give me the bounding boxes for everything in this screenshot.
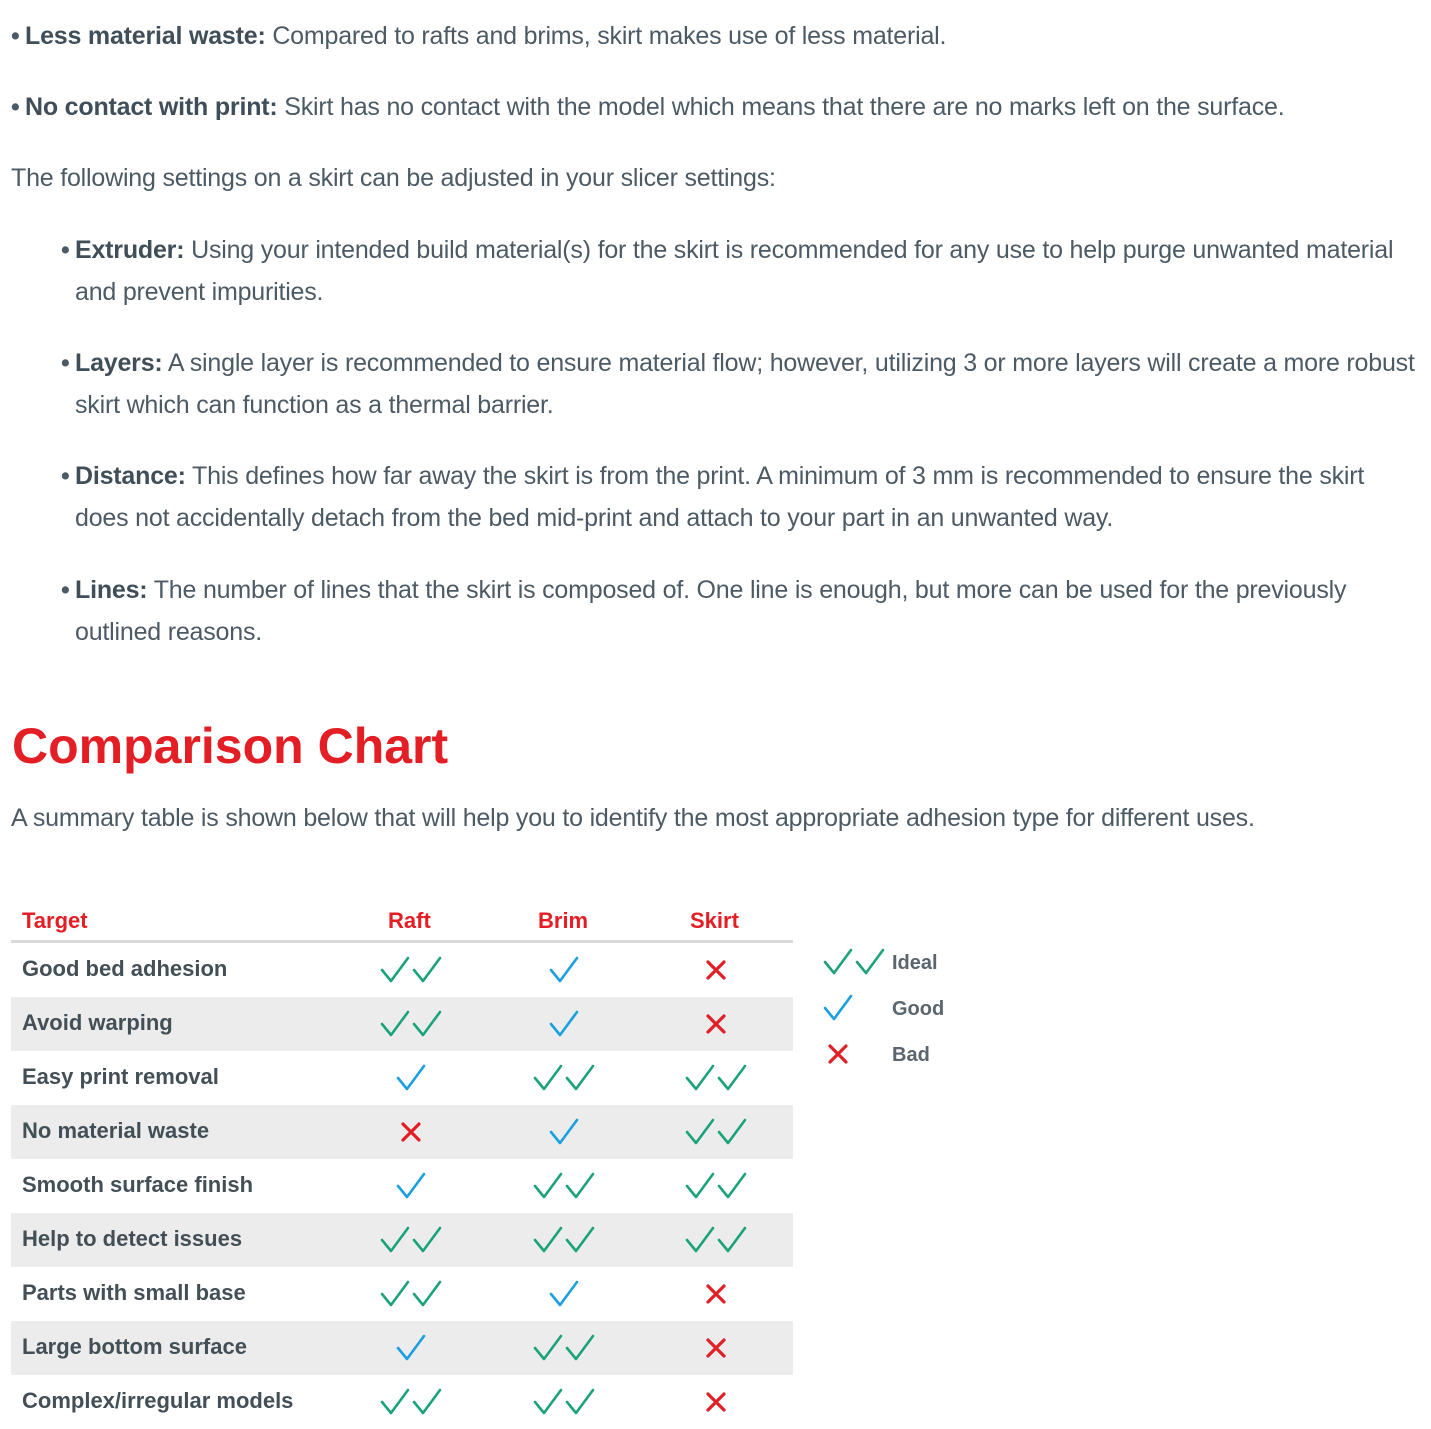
legend-icon-ideal bbox=[823, 945, 885, 979]
double-check-icon-left bbox=[823, 947, 853, 977]
double-check-icon-right bbox=[412, 1225, 442, 1255]
table-header bbox=[11, 900, 793, 943]
row-label: Avoid warping bbox=[22, 1010, 173, 1035]
row-label: No material waste bbox=[22, 1118, 210, 1143]
cross-icon bbox=[705, 959, 727, 981]
double-check-icon-left bbox=[533, 1387, 563, 1417]
double-check-icon-right bbox=[565, 1063, 595, 1093]
double-check-icon-right bbox=[855, 947, 885, 977]
cross-icon bbox=[400, 1121, 422, 1143]
check-icon bbox=[549, 1009, 579, 1039]
bullet-term: Less material waste: bbox=[25, 22, 266, 50]
raft-rating-ideal bbox=[366, 955, 456, 985]
row-label: Good bed adhesion bbox=[22, 956, 228, 981]
bullet-dot: • bbox=[11, 22, 20, 50]
setting-term: Distance: bbox=[75, 462, 186, 490]
raft-rating-ideal bbox=[366, 1009, 456, 1039]
double-check-icon-left bbox=[685, 1225, 715, 1255]
settings-intro: The following settings on a skirt can be adjusted in your slicer settings: bbox=[11, 164, 776, 192]
row-label: Easy print removal bbox=[22, 1064, 219, 1089]
double-check-icon-right bbox=[717, 1225, 747, 1255]
header-raft: Raft bbox=[388, 908, 431, 933]
double-check-icon-left bbox=[533, 1225, 563, 1255]
brim-rating-ideal bbox=[519, 1063, 609, 1093]
table-row bbox=[11, 1321, 793, 1375]
brim-rating-ideal bbox=[519, 1387, 609, 1417]
skirt-rating-bad bbox=[671, 1333, 761, 1363]
double-check-icon-right bbox=[565, 1171, 595, 1201]
double-check-icon-left bbox=[380, 1279, 410, 1309]
double-check-icon-right bbox=[565, 1333, 595, 1363]
raft-rating-ideal bbox=[366, 1225, 456, 1255]
header-skirt: Skirt bbox=[690, 908, 739, 933]
double-check-icon-left bbox=[380, 1225, 410, 1255]
cross-icon bbox=[705, 1013, 727, 1035]
cross-icon bbox=[827, 1043, 849, 1065]
double-check-icon-left bbox=[380, 1387, 410, 1417]
check-icon bbox=[823, 993, 853, 1023]
setting-distance bbox=[61, 455, 1420, 539]
setting-text: Using your intended build material(s) for the skirt is recommended for any use to help purge unwanted material and prevent impurities. bbox=[75, 236, 1394, 306]
skirt-rating-ideal bbox=[671, 1117, 761, 1147]
bullet-dot: • bbox=[61, 462, 70, 490]
bullet-no-contact bbox=[11, 86, 1284, 128]
double-check-icon-left bbox=[533, 1063, 563, 1093]
table-row bbox=[11, 1051, 793, 1105]
raft-rating-ideal bbox=[366, 1279, 456, 1309]
brim-rating-ideal bbox=[519, 1333, 609, 1363]
header-target: Target bbox=[22, 908, 88, 933]
double-check-icon-right bbox=[412, 1009, 442, 1039]
double-check-icon-left bbox=[380, 955, 410, 985]
legend-label: Bad bbox=[892, 1044, 930, 1066]
table-row bbox=[11, 1267, 793, 1321]
skirt-rating-ideal bbox=[671, 1225, 761, 1255]
cross-icon bbox=[705, 1337, 727, 1359]
skirt-rating-bad bbox=[671, 1009, 761, 1039]
setting-term: Layers: bbox=[75, 349, 163, 377]
bullet-dot: • bbox=[11, 93, 20, 121]
table-row bbox=[11, 997, 793, 1051]
cross-icon bbox=[705, 1391, 727, 1413]
double-check-icon-right bbox=[717, 1117, 747, 1147]
table-row bbox=[11, 1105, 793, 1159]
setting-layers bbox=[61, 342, 1420, 426]
brim-rating-ideal bbox=[519, 1225, 609, 1255]
setting-term: Extruder: bbox=[75, 236, 185, 264]
double-check-icon-left bbox=[533, 1171, 563, 1201]
double-check-icon-right bbox=[412, 1387, 442, 1417]
row-label: Help to detect issues bbox=[22, 1226, 243, 1251]
table-row bbox=[11, 1159, 793, 1213]
bullet-text: Compared to rafts and brims, skirt makes use of less material. bbox=[265, 22, 947, 50]
raft-rating-good bbox=[366, 1333, 456, 1363]
brim-rating-good bbox=[519, 1009, 609, 1039]
raft-rating-ideal bbox=[366, 1387, 456, 1417]
table-row bbox=[11, 1213, 793, 1267]
double-check-icon-right bbox=[412, 1279, 442, 1309]
bullet-dot: • bbox=[61, 576, 70, 604]
check-icon bbox=[396, 1333, 426, 1363]
double-check-icon-left bbox=[380, 1009, 410, 1039]
double-check-icon-right bbox=[717, 1171, 747, 1201]
setting-text: This defines how far away the skirt is from the print. A minimum of 3 mm is recommended to ensure the skirt does not accidentally detach from the bed mid-print and attach to your part in an unwanted way. bbox=[75, 462, 1365, 532]
row-label: Parts with small base bbox=[22, 1280, 246, 1305]
double-check-icon-left bbox=[685, 1063, 715, 1093]
legend-icon-good bbox=[823, 991, 853, 1025]
brim-rating-good bbox=[519, 1279, 609, 1309]
table-row bbox=[11, 1375, 793, 1429]
setting-extruder bbox=[61, 229, 1420, 313]
double-check-icon-left bbox=[685, 1171, 715, 1201]
raft-rating-good bbox=[366, 1063, 456, 1093]
row-label: Complex/irregular models bbox=[22, 1388, 294, 1413]
setting-text: A single layer is recommended to ensure material flow; however, utilizing 3 or more layers will create a more robust skirt which can function as a thermal barrier. bbox=[75, 349, 1415, 419]
header-brim: Brim bbox=[538, 908, 589, 933]
check-icon bbox=[396, 1063, 426, 1093]
bullet-less-material-waste bbox=[11, 15, 946, 57]
summary-text: A summary table is shown below that will help you to identify the most appropriate adhesion type for different uses. bbox=[11, 804, 1255, 832]
bullet-dot: • bbox=[61, 236, 70, 264]
raft-rating-good bbox=[366, 1171, 456, 1201]
legend-icon-bad bbox=[823, 1037, 849, 1071]
comparison-table bbox=[11, 900, 793, 1429]
bullet-term: No contact with print: bbox=[25, 93, 278, 121]
brim-rating-ideal bbox=[519, 1171, 609, 1201]
skirt-rating-bad bbox=[671, 1279, 761, 1309]
check-icon bbox=[549, 1279, 579, 1309]
setting-term: Lines: bbox=[75, 576, 148, 604]
section-heading: Comparison Chart bbox=[12, 718, 449, 774]
legend-label: Ideal bbox=[892, 952, 938, 974]
brim-rating-good bbox=[519, 955, 609, 985]
brim-rating-good bbox=[519, 1117, 609, 1147]
cross-icon bbox=[705, 1283, 727, 1305]
check-icon bbox=[549, 955, 579, 985]
double-check-icon-right bbox=[565, 1387, 595, 1417]
skirt-rating-ideal bbox=[671, 1171, 761, 1201]
row-label: Smooth surface finish bbox=[22, 1172, 254, 1197]
double-check-icon-right bbox=[565, 1225, 595, 1255]
check-icon bbox=[396, 1171, 426, 1201]
table-row bbox=[11, 943, 793, 997]
double-check-icon-left bbox=[533, 1333, 563, 1363]
double-check-icon-right bbox=[412, 955, 442, 985]
bullet-text: Skirt has no contact with the model which means that there are no marks left on the surface. bbox=[277, 93, 1285, 121]
check-icon bbox=[549, 1117, 579, 1147]
skirt-rating-ideal bbox=[671, 1063, 761, 1093]
skirt-rating-bad bbox=[671, 1387, 761, 1417]
row-label: Large bottom surface bbox=[22, 1334, 247, 1359]
raft-rating-bad bbox=[366, 1117, 456, 1147]
bullet-dot: • bbox=[61, 349, 70, 377]
skirt-rating-bad bbox=[671, 955, 761, 985]
setting-text: The number of lines that the skirt is composed of. One line is enough, but more can be used for the previously outlined reasons. bbox=[75, 576, 1347, 646]
setting-lines bbox=[61, 569, 1420, 653]
double-check-icon-left bbox=[685, 1117, 715, 1147]
table-body bbox=[11, 943, 793, 1429]
legend-label: Good bbox=[892, 998, 945, 1020]
double-check-icon-right bbox=[717, 1063, 747, 1093]
